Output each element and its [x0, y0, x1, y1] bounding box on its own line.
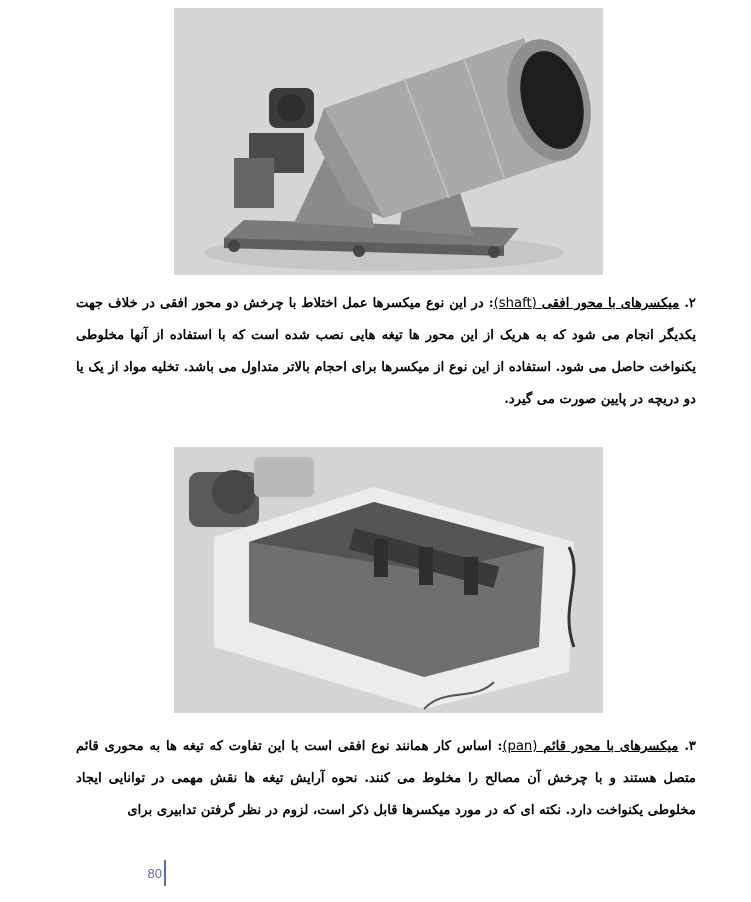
item-body: : در این نوع میکسرها عمل اختلاط با چرخش دو محور افقی در خلاف جهت یکدیگر انجام می شود که به هریک از این محور ها تیغه هایی نصب شده است که با استفاده از آنها مخلوطی یکنواخت حاصل می شود. استفاده از این نوع از میکسرها برای احجام بالاتر متداول می باشد. تخلیه مواد از یک یا دو دریچه در پایین صورت می گیرد.	[76, 296, 696, 407]
drum-mixer-photo	[174, 8, 603, 275]
page-number: 80	[147, 866, 162, 881]
item-title: میکسرهای با محور قائم (pan)	[502, 739, 679, 754]
paragraph-vertical-pan-mixer	[76, 731, 696, 827]
drum-mixer-illustration	[174, 8, 603, 275]
pan-mixer-photo	[174, 447, 603, 713]
item-number: ۲.	[684, 296, 696, 311]
paragraph-horizontal-shaft-mixer	[76, 288, 696, 416]
pan-mixer-illustration	[174, 447, 603, 713]
item-number: ۳.	[684, 739, 696, 754]
item-title: میکسرهای با محور افقی (shaft)	[493, 296, 680, 311]
item-title-latin: (pan)	[502, 739, 538, 754]
page-number-divider	[164, 860, 166, 886]
item-title-latin: (shaft)	[493, 296, 537, 311]
item-body: : اساس کار همانند نوع افقی است با این تفاوت که تیغه ها به محوری قائم متصل هستند و با چرخش آن مصالح را مخلوط می کنند. نحوه آرایش تیغه ها نقش مهمی در توانایی ایجاد مخلوطی یکنواخت دارد. نکته ای که در مورد میکسرها قابل ذکر است، لزوم در نظر گرفتن تدابیری برای	[76, 739, 696, 818]
